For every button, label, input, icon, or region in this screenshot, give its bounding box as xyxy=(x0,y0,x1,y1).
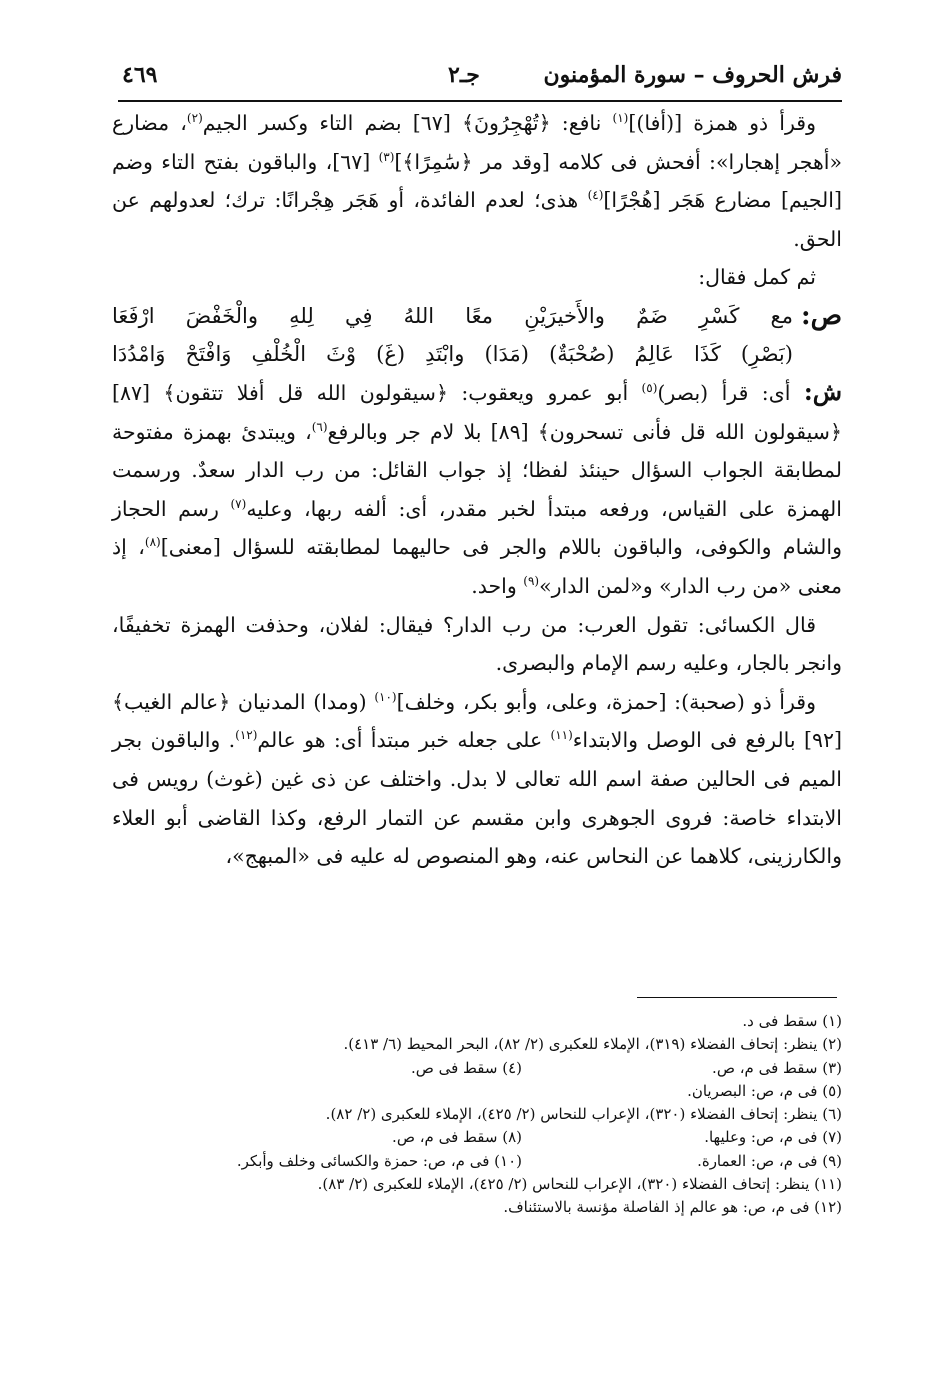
running-header xyxy=(118,62,842,96)
footnote-4: (٤) سقط فى ص. xyxy=(410,1058,522,1077)
footnote-row-9-10 xyxy=(95,1150,842,1173)
main-text xyxy=(112,104,842,876)
verse-marker: ص: xyxy=(800,300,842,331)
footnote-rule xyxy=(637,997,837,998)
verse-line-2: (بَصْرِ) كَذَا عَالِمُ (صُحْبَةٌ) (مَدَا) وابْتَدِ (غَ) وْثَ الْخُلْفِ وَافْتَحْ وَامْدُدَا xyxy=(112,341,793,366)
footnote-row-7-8 xyxy=(95,1126,842,1149)
footnote-9: (٩) فى م، ص: العمارة. xyxy=(697,1151,842,1170)
intro-line: ثم كمل فقال: xyxy=(698,265,816,290)
footnote-10: (١٠) فى م، ص: حمزة والكسائى وخلف وأبكر. xyxy=(236,1151,522,1170)
footnote-2: (٢) ينظر: إتحاف الفضلاء (٣١٩)، الإملاء للعكبرى (٢/ ٨٢)، البحر المحيط (٦/ ٤١٣). xyxy=(343,1035,842,1054)
verse-line-1: مع كَسْرِ ضَمٌ والأَخيرَيْنِ معًا اللهُ فِي لِلهِ والْخَفْضَ ارْفَعَا xyxy=(112,303,793,328)
footnote-3: (٣) سقط فى م، ص. xyxy=(712,1058,842,1077)
paragraph-1: وقرأ ذو همزة [(أفا)]$^{(١)}$ نافع: ﴿تُهْجِرُونَ﴾ [٦٧] بضم التاء وكسر الجيم$^{(٢)}$، مضارع «أهجر إهجارا»: أفحش فى كلامه [وقد مر ﴿سَٰمِرًا﴾]$^{(٣)}$ [٦٧]، والباقون بفتح التاء وضم [الجيم] مضارع هَجَر [هُجْرًا]$^{(٤)}$ هذى؛ لعدم الفائدة، أو هَجَر هِجْرانًا: ترك؛ لعدولهم عن الحق. xyxy=(112,111,843,251)
footnote-5: (٥) فى م، ص: البصريان. xyxy=(687,1081,842,1100)
footnote-12: (١٢) فى م، ص: هو عالم إذ الفاصلة مؤنسة بالاستئناف. xyxy=(503,1198,842,1217)
footnote-1: (١) سقط فى د. xyxy=(742,1012,842,1030)
commentary-paragraph: ش: أى: قرأ (بصر)$^{(٥)}$ أبو عمرو ويعقوب: ﴿سيقولون الله قل أفلا تتقون﴾ [٨٧] ﴿سيقولون الله قل فأنى تسحرون﴾ [٨٩] بلا لام جر وبالرفع$^{(٦)}$، ويبتدئ بهمزة مفتوحة لمطابقة الجواب السؤال حينئذ لفظا؛ إذ جواب القائل: من رب الدار سعدٌ. ورسمت الهمزة على القياس، ورفعه مبتدأ لخبر مقدر، أى: ألفه ربها، وعليه$^{(٧)}$ رسم الحجاز والشام والكوفى، والباقون باللام والجر فى حاليهما لمطابقته للسؤال [معنى]$^{(٨)}$، إذ معنى «من رب الدار» و«لمن الدار»$^{(٩)}$ واحد. xyxy=(112,376,842,598)
footnotes xyxy=(95,1010,842,1220)
footnote-8: (٨) سقط فى م، ص. xyxy=(392,1128,522,1147)
paragraph-suhba: وقرأ ذو (صحبة): [حمزة، وعلى، وأبو بكر، وخلف]$^{(١٠)}$ (ومدا) المدنيان ﴿عالم الغيب﴾ [٩٢] بالرفع فى الوصل والابتداء$^{(١١)}$ على جعله خبر مبتدأ أى: هو عالم$^{(١٢)}$. والباقون بجر الميم فى الحالين صفة اسم الله تعالى لا بدل. واختلف عن ذى غين (غوث) رويس فى الابتداء خاصة: فروى الجوهرى وابن مقسم عن التمار الرفع، وكذا القاضى أبو العلاء والكارزينى، كلاهما عن النحاس عنه، وهو المنصوص له عليه فى «المبهج»، xyxy=(112,689,842,869)
page-number: ٤٦٩ xyxy=(122,62,158,88)
footnote-row-3-4 xyxy=(95,1057,842,1080)
footnote-11: (١١) ينظر: إتحاف الفضلاء (٣٢٠)، الإعراب للنحاس (٢/ ٤٢٥)، الإملاء للعكبرى (٢/ ٨٣). xyxy=(317,1175,842,1194)
volume-label: جـ٢ xyxy=(448,62,480,88)
paragraph-kisai: قال الكسائى: تقول العرب: من رب الدار؟ فيقال: لفلان، وحذفت الهمزة تخفيفًا، وانجر بالجار، وعليه رسم الإمام والبصرى. xyxy=(112,612,842,676)
footnote-6: (٦) ينظر: إتحاف الفضلاء (٣٢٠)، الإعراب للنحاس (٢/ ٤٢٥)، الإملاء للعكبرى (٢/ ٨٢). xyxy=(325,1105,842,1124)
header-rule xyxy=(118,100,842,102)
verse-block xyxy=(112,297,842,373)
footnote-7: (٧) فى م، ص: وعليها. xyxy=(704,1128,842,1147)
chapter-title: فرش الحروف – سورة المؤمنون xyxy=(543,62,842,88)
commentary-marker: ش: xyxy=(803,376,842,406)
